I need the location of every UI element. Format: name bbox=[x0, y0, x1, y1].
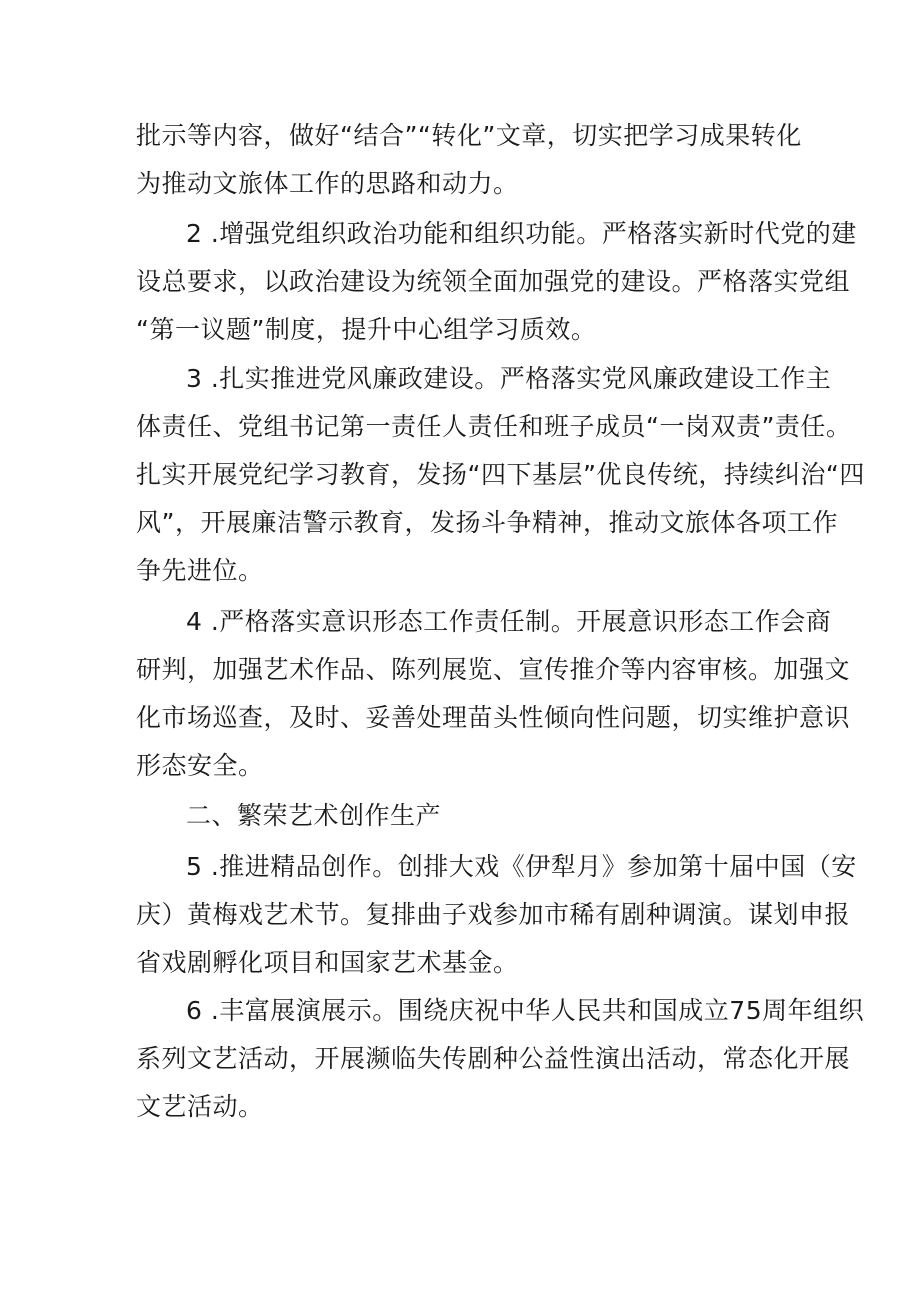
text-line: 争先进位。 bbox=[136, 556, 264, 585]
text-line: 形态安全。 bbox=[136, 751, 264, 780]
text-line: 4 .严格落实意识形态工作责任制。开展意识形态工作会商 bbox=[186, 607, 832, 636]
paragraph-item-6 bbox=[136, 987, 865, 1131]
paragraph-item-3 bbox=[136, 355, 865, 595]
paragraph-continued bbox=[136, 112, 802, 208]
text-line: 文艺活动。 bbox=[136, 1092, 264, 1121]
text-line: 二、繁荣艺术创作生产 bbox=[186, 801, 442, 830]
text-line: 体责任、党组书记第一责任人责任和班子成员“一岗双责”责任。 bbox=[136, 412, 852, 441]
text-line: 为推动文旅体工作的思路和动力。 bbox=[136, 169, 519, 198]
text-line: 6 .丰富展演展示。围绕庆祝中华人民共和国成立75周年组织 bbox=[186, 996, 865, 1025]
text-line: 扎实开展党纪学习教育，发扬“四下基层”优良传统，持续纠治“四 bbox=[136, 460, 865, 489]
paragraph-item-2 bbox=[136, 210, 857, 354]
text-line: 批示等内容，做好“结合”“转化”文章，切实把学习成果转化 bbox=[136, 121, 802, 150]
text-line: 风”，开展廉洁警示教育，发扬斗争精神，推动文旅体各项工作 bbox=[136, 508, 838, 537]
text-line: “第一议题”制度，提升中心组学习质效。 bbox=[136, 315, 597, 344]
text-line: 化市场巡查，及时、妥善处理苗头性倾向性问题，切实维护意识 bbox=[136, 703, 851, 732]
text-line: 3 .扎实推进党风廉政建设。严格落实党风廉政建设工作主 bbox=[186, 364, 832, 393]
text-line: 系列文艺活动，开展濒临失传剧种公益性演出活动，常态化开展 bbox=[136, 1044, 851, 1073]
text-line: 设总要求，以政治建设为统领全面加强党的建设。严格落实党组 bbox=[136, 267, 851, 296]
text-line: 研判，加强艺术作品、陈列展览、宣传推介等内容审核。加强文 bbox=[136, 655, 851, 684]
paragraph-item-5 bbox=[136, 843, 857, 987]
paragraph-item-4 bbox=[136, 598, 851, 790]
text-line: 省戏剧孵化项目和国家艺术基金。 bbox=[136, 948, 519, 977]
text-line: 2 .增强党组织政治功能和组织功能。严格落实新时代党的建 bbox=[186, 219, 857, 248]
section-heading-2 bbox=[136, 792, 796, 840]
text-line: 5 .推进精品创作。创排大戏《伊犁月》参加第十届中国（安 bbox=[186, 852, 857, 881]
text-line: 庆）黄梅戏艺术节。复排曲子戏参加市稀有剧种调演。谋划申报 bbox=[136, 900, 851, 929]
